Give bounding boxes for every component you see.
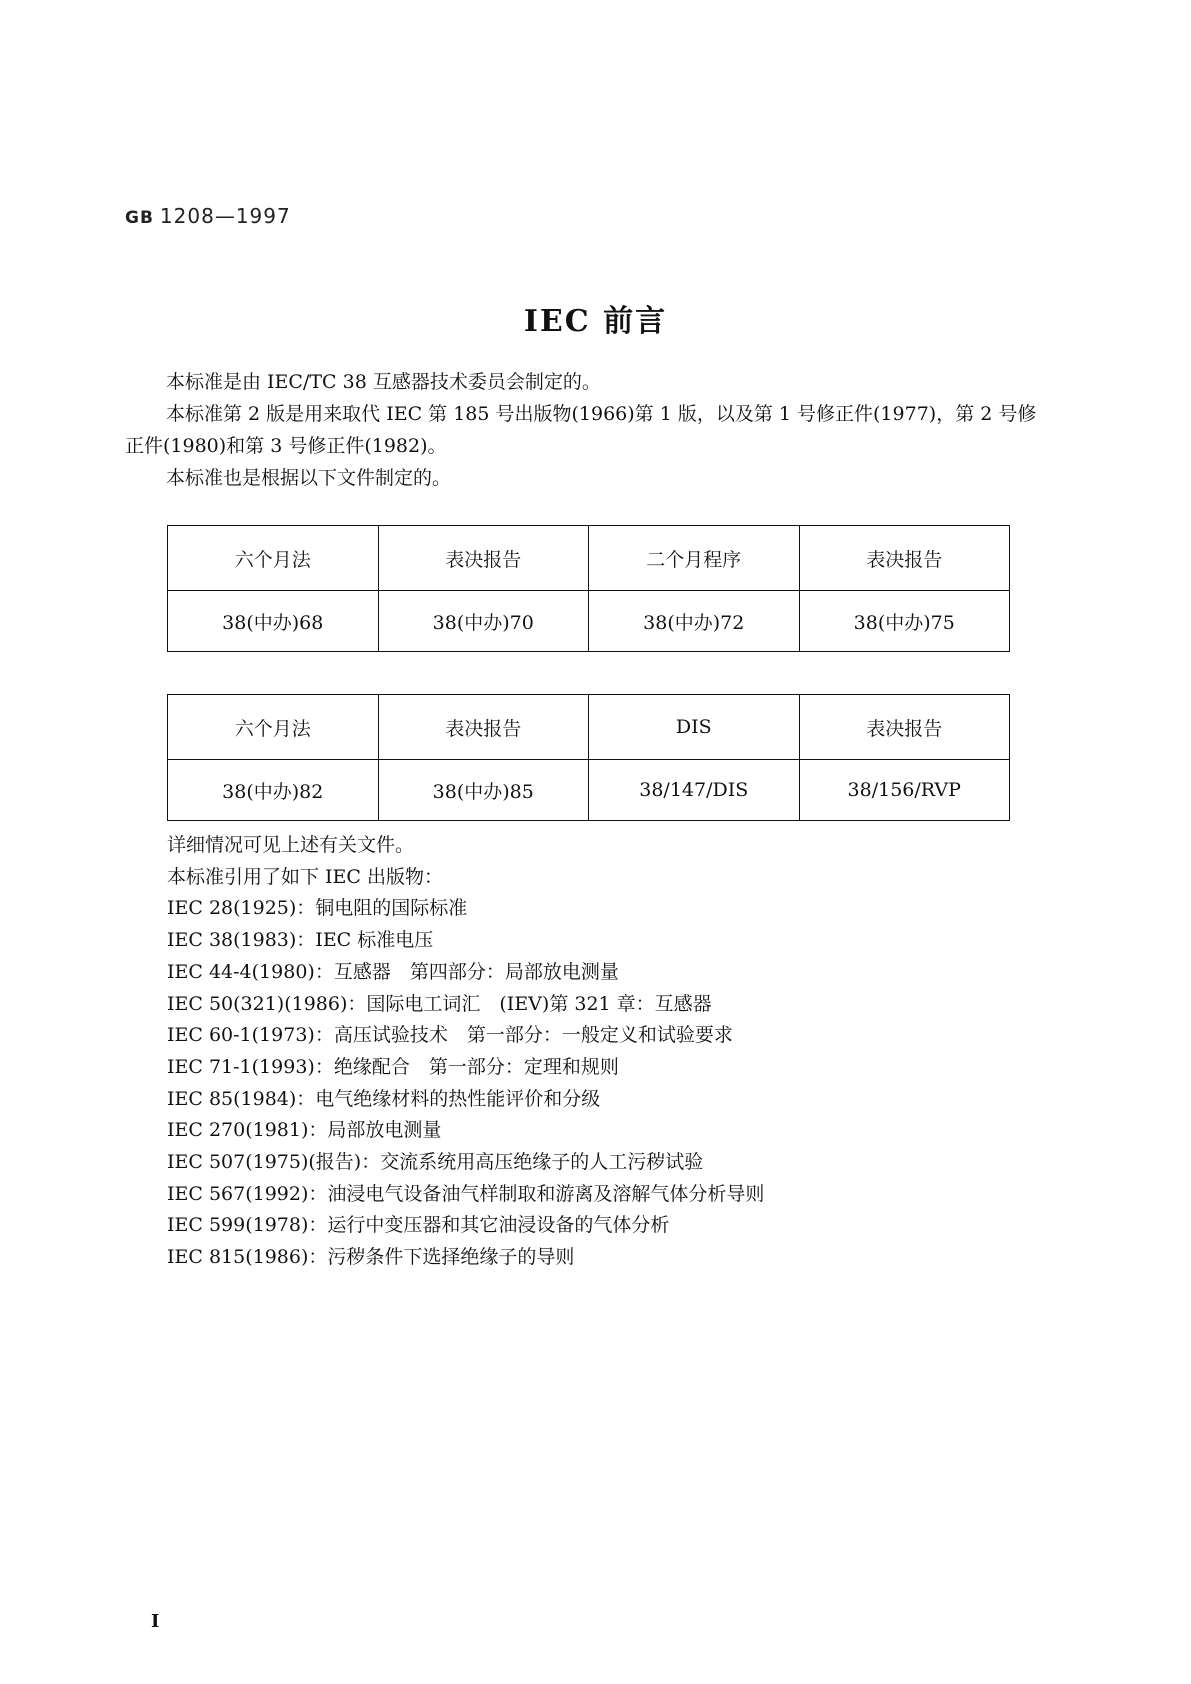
references-section xyxy=(167,830,1067,1274)
intro-paragraph-3: 本标准也是根据以下文件制定的。 xyxy=(166,467,452,489)
page-title: IEC 前言 xyxy=(523,304,668,339)
reference-item: IEC 270(1981)：局部放电测量 xyxy=(167,1119,442,1142)
table-cell: 38(中办)72 xyxy=(589,591,800,652)
reference-item: IEC 60-1(1973)：高压试验技术 第一部分：一般定义和试验要求 xyxy=(167,1024,733,1047)
table-row xyxy=(168,591,1010,652)
reference-item: IEC 815(1986)：污秽条件下选择绝缘子的导则 xyxy=(167,1246,575,1269)
table-row xyxy=(168,760,1010,821)
document-number-value: 1208—1997 xyxy=(159,204,291,228)
table-header-cell: 六个月法 xyxy=(168,526,379,591)
table-header-cell: DIS xyxy=(589,695,800,760)
reference-item: IEC 71-1(1993)：绝缘配合 第一部分：定理和规则 xyxy=(167,1055,619,1078)
document-number xyxy=(125,204,291,228)
table-header-cell: 六个月法 xyxy=(168,695,379,760)
reference-item: IEC 38(1983)：IEC 标准电压 xyxy=(167,929,434,952)
page-number: I xyxy=(151,1611,160,1632)
table-cell: 38(中办)70 xyxy=(378,591,589,652)
reference-item: IEC 507(1975)(报告)：交流系统用高压绝缘子的人工污秽试验 xyxy=(167,1151,704,1174)
reference-item: IEC 599(1978)：运行中变压器和其它油浸设备的气体分析 xyxy=(167,1214,670,1237)
table-cell: 38(中办)85 xyxy=(378,760,589,821)
table-cell: 38(中办)75 xyxy=(799,591,1010,652)
table-cell: 38/147/DIS xyxy=(589,760,800,821)
reference-item: IEC 567(1992)：油浸电气设备油气样制取和游离及溶解气体分析导则 xyxy=(167,1182,765,1205)
table-header-cell: 二个月程序 xyxy=(589,526,800,591)
table-header-cell: 表决报告 xyxy=(378,695,589,760)
table-header-cell: 表决报告 xyxy=(799,526,1010,591)
table-cell: 38(中办)68 xyxy=(168,591,379,652)
reference-item: IEC 85(1984)：电气绝缘材料的热性能评价和分级 xyxy=(167,1087,601,1110)
table-header-cell: 表决报告 xyxy=(378,526,589,591)
table-header-cell: 表决报告 xyxy=(799,695,1010,760)
reference-item: IEC 28(1925)：铜电阻的国际标准 xyxy=(167,897,468,920)
intro-paragraph-1: 本标准是由 IEC/TC 38 互感器技术委员会制定的。 xyxy=(166,371,601,393)
references-list xyxy=(167,893,1067,1273)
table-header-row xyxy=(168,526,1010,591)
intro-paragraph-2: 本标准第 2 版是用来取代 IEC 第 185 号出版物(1966)第 1 版，以及第 1 号修正件(1977)，第 2 号修正件(1980)和第 3 号修正件(1982)。 xyxy=(125,403,1037,457)
reference-item: IEC 50(321)(1986)：国际电工词汇 (IEV)第 321 章：互感器 xyxy=(167,992,712,1015)
document-prefix: GB xyxy=(125,208,154,228)
voting-documents-table-1 xyxy=(167,525,1010,652)
reference-item: IEC 44-4(1980)：互感器 第四部分：局部放电测量 xyxy=(167,960,619,983)
table-cell: 38/156/RVP xyxy=(799,760,1010,821)
table-cell: 38(中办)82 xyxy=(168,760,379,821)
voting-documents-table-2 xyxy=(167,694,1010,821)
table-header-row xyxy=(168,695,1010,760)
details-note: 详细情况可见上述有关文件。 xyxy=(167,834,415,856)
references-intro: 本标准引用了如下 IEC 出版物： xyxy=(167,865,443,888)
